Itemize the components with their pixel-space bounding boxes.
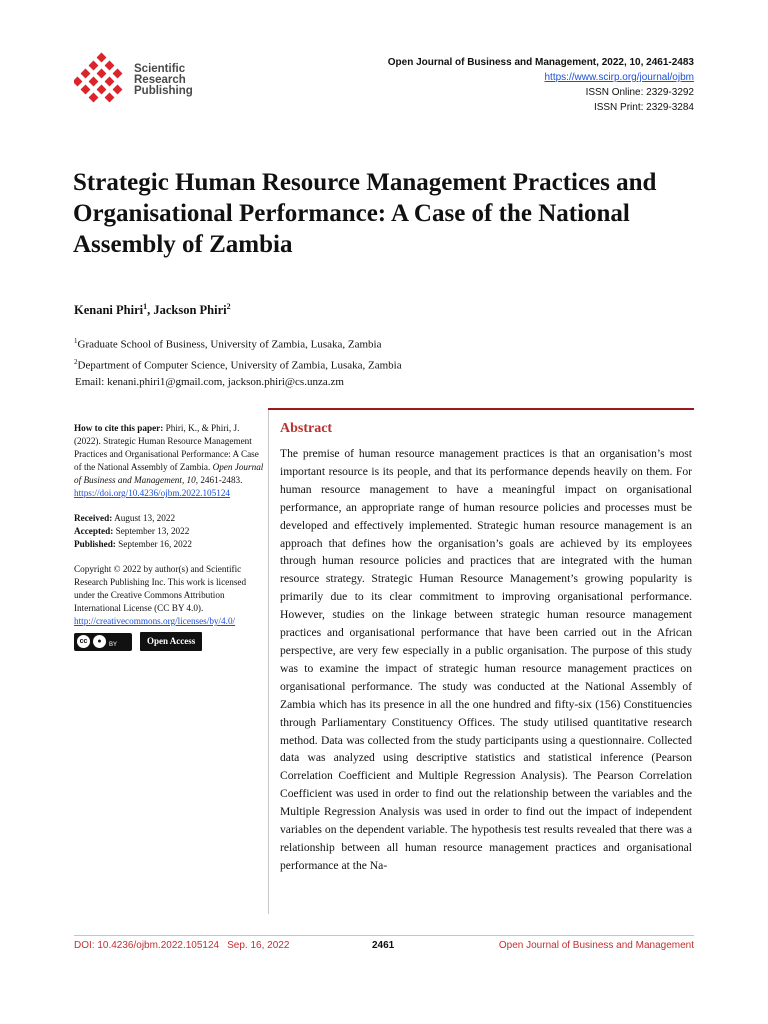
- author-sup: 2: [226, 302, 231, 311]
- author-name: Kenani Phiri: [74, 303, 144, 318]
- page-number: 2461: [372, 940, 395, 951]
- paper-title: Strategic Human Resource Management Practices and Organisational Performance: A Case of the National Assembly of Zambia: [73, 169, 657, 258]
- cite-pages: 2461-2483.: [200, 475, 243, 485]
- open-access-badge: Open Access: [140, 632, 202, 651]
- journal-url-link[interactable]: https://www.scirp.org/journal/ojbm: [544, 72, 694, 83]
- published-date: September 16, 2022: [118, 539, 192, 549]
- affiliation-sup: 1: [74, 337, 78, 345]
- scirp-logo-icon: [74, 52, 130, 108]
- citation-block: [74, 422, 264, 500]
- author-name: Jackson Phiri: [153, 303, 227, 318]
- footer-journal: Open Journal of Business and Management: [498, 940, 694, 951]
- person-icon: ●: [93, 635, 106, 648]
- footer-doi: DOI: 10.4236/ojbm.2022.105124: [74, 940, 220, 951]
- copyright-block: [74, 563, 264, 651]
- affiliation-line: [74, 354, 402, 375]
- copyright-text: Copyright © 2022 by author(s) and Scientific Research Publishing Inc. This work is licensed under the Creative Commons Attribution International License (CC BY 4.0).: [74, 564, 247, 613]
- footer-date: Sep. 16, 2022: [227, 940, 290, 951]
- cite-journal: Open Journal of Business and Management, 10,: [74, 462, 264, 485]
- received-date: August 13, 2022: [114, 513, 176, 523]
- cite-label: How to cite this paper:: [74, 423, 164, 433]
- by-label: BY: [109, 642, 118, 648]
- page-footer: [74, 940, 694, 951]
- issn-online: ISSN Online: 2329-3292: [585, 87, 694, 98]
- abstract-body: The premise of human resource management practices is that an organisation’s most important resource is its people, and that its performance depends heavily on them. For human resource management to have a meaningful impact on organisational performance, an appropriate range of human resource policies and processes must be developed and effectively implemented. Strategic human resource management is an approach that defines how the organisation’s goals are achieved by its employees through human resource policies and practices that are integrated with the human resource strategy. Strategic Human Resource Management’s growing popularity is primarily due to its clear commitment to improving organisational performance. However, studies on the linkage between strategic human resource management practices and organisational performance that have been carried out in the African perspective, are very few especially in a public organisation. The purpose of this study was to examine the impact of strategic human resource management practices on organisational performance. The study was conducted at the National Assembly of Zambia which has its presence in all the one hundred and fifty-six (156) Constituencies through Parliamentary Constituency Offices. The study utilised quantitative research method. Data was collected from the study participants using a questionnaire. Collected data was analyzed using descriptive statistics and statistical inference (Pearson Correlation Coefficient and Multiple Regression Analysis). The Pearson Correlation Coefficient was used in order to find out the relationship between the variables and the Multiple Regression Analysis was used in order to find out the impact of independent variables on the dependent variable. The hypothesis test results revealed that there was a relationship between all human resource management practices and organisational performance at the Na-: [280, 447, 692, 872]
- journal-citation: Open Journal of Business and Management, 2022, 10, 2461-2483: [387, 57, 694, 68]
- publisher-line: Scientific: [134, 62, 186, 75]
- email-line: Email: kenani.phiri1@gmail.com, jackson.phiri@cs.unza.zm: [75, 376, 344, 389]
- author-sup: 1: [143, 302, 148, 311]
- affiliation-text: Graduate School of Business, University of Zambia, Lusaka, Zambia: [77, 338, 382, 351]
- cc-icon: cc: [77, 635, 90, 648]
- author-list: Kenani Phiri$^1$, Jackson Phiri$^2$: [74, 302, 231, 318]
- dates-block: [74, 512, 264, 551]
- cite-doi-link[interactable]: https://doi.org/10.4236/ojbm.2022.105124: [74, 488, 231, 498]
- cite-text: Phiri, K., & Phiri, J. (2022). Strategic Human Resource Management Practices and Organisational Performance: A Case of the National Assembly of Zambia.: [74, 423, 259, 472]
- publisher-logo: [74, 52, 193, 108]
- cc-by-badge[interactable]: [74, 633, 132, 651]
- received-label: Received:: [74, 513, 113, 523]
- affiliation-sup: 2: [74, 357, 78, 366]
- affiliations: [74, 333, 402, 391]
- publisher-line: Research: [134, 73, 186, 86]
- license-badges: [74, 632, 264, 651]
- accepted-date: September 13, 2022: [115, 526, 190, 536]
- abstract-top-rule: [268, 408, 694, 410]
- affiliation-text: Department of Computer Science, University of Zambia, Lusaka, Zambia: [77, 359, 402, 372]
- published-label: Published:: [74, 539, 116, 549]
- footer-rule: [74, 935, 694, 936]
- license-link[interactable]: http://creativecommons.org/licenses/by/4.0/: [74, 616, 236, 626]
- publisher-line: Publishing: [134, 84, 193, 97]
- issn-print: ISSN Print: 2329-3284: [593, 102, 694, 113]
- accepted-label: Accepted:: [74, 526, 114, 536]
- publisher-name: [134, 64, 193, 97]
- article-sidebar: [74, 422, 264, 651]
- abstract-heading: Abstract: [280, 421, 333, 436]
- journal-info: [388, 55, 694, 115]
- affiliation-line: [74, 333, 402, 354]
- abstract-divider: [268, 410, 269, 914]
